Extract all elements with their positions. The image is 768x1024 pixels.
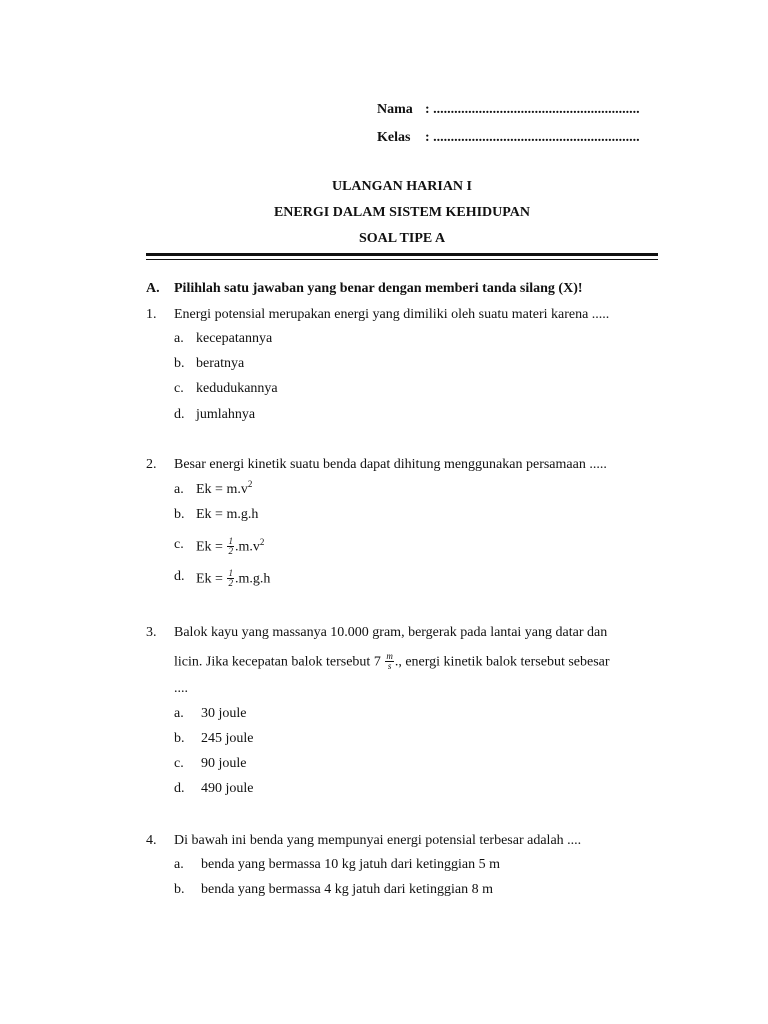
fraction-denominator: s [387, 661, 392, 671]
formula-exponent: 2 [259, 536, 265, 547]
formula-text: Ek = [196, 571, 227, 587]
question-text: Energi potensial merupakan energi yang dimiliki oleh suatu materi karena ..... [174, 307, 610, 322]
option-letter[interactable]: a. [174, 331, 184, 346]
exam-title: ULANGAN HARIAN I [331, 179, 472, 194]
fraction-denominator: 2 [228, 578, 233, 588]
velocity-unit-fraction [385, 652, 394, 671]
fraction [227, 569, 234, 588]
section-instruction: Pilihlah satu jawaban yang benar dengan memberi tanda silang (X)! [174, 281, 583, 296]
formula-text: Ek = m.v [196, 482, 248, 497]
option-letter[interactable]: a. [174, 857, 184, 872]
option-letter[interactable]: d. [174, 569, 185, 584]
option-letter[interactable]: b. [174, 731, 185, 746]
option-formula [196, 479, 253, 497]
formula-text: .m.g.h [234, 571, 271, 587]
option-formula [196, 570, 270, 589]
option-letter[interactable]: a. [174, 706, 184, 721]
option-text: benda yang bermassa 10 kg jatuh dari ketinggian 5 m [201, 857, 500, 872]
question-number: 3. [146, 625, 157, 640]
option-text: kedudukannya [196, 381, 278, 396]
option-text: 30 joule [201, 706, 247, 721]
option-text: 245 joule [201, 731, 254, 746]
nama-label: Nama [377, 102, 413, 117]
question-number: 1. [146, 307, 157, 322]
fraction [227, 537, 234, 556]
question-text: licin. Jika kecepatan balok tersebut 7 [174, 654, 381, 670]
option-letter[interactable]: b. [174, 356, 185, 371]
option-formula [196, 538, 264, 557]
fraction-denominator: 2 [228, 546, 233, 556]
formula-text: Ek = m.g.h [196, 507, 259, 522]
formula-text: .m.v [234, 539, 260, 555]
question-number: 2. [146, 457, 157, 472]
formula-text: Ek = [196, 539, 227, 555]
option-text: beratnya [196, 356, 245, 371]
fraction-numerator: m [386, 651, 393, 661]
option-text: jumlahnya [196, 407, 256, 422]
option-text: benda yang bermassa 4 kg jatuh dari ketinggian 8 m [201, 882, 493, 897]
question-number: 4. [146, 833, 157, 848]
exam-type: SOAL TIPE A [358, 231, 446, 246]
question-text: Besar energi kinetik suatu benda dapat dihitung menggunakan persamaan ..... [174, 457, 607, 472]
option-letter[interactable]: d. [174, 781, 185, 796]
exam-subject: ENERGI DALAM SISTEM KEHIDUPAN [273, 205, 531, 220]
option-letter[interactable]: c. [174, 381, 184, 396]
section-letter: A. [146, 281, 160, 296]
question-text-line2 [174, 653, 610, 672]
title-divider-thin [146, 259, 658, 260]
kelas-fill-line[interactable]: : ........................................................... [425, 130, 640, 145]
question-text: ., energi kinetik balok tersebut sebesar [394, 654, 610, 670]
fraction-numerator: 1 [228, 568, 233, 578]
option-letter[interactable]: a. [174, 482, 184, 497]
formula-exponent: 2 [247, 479, 253, 489]
fraction-numerator: 1 [228, 536, 233, 546]
title-divider-thick [146, 253, 658, 256]
option-text: 490 joule [201, 781, 254, 796]
option-letter[interactable]: c. [174, 537, 184, 552]
option-text: 90 joule [201, 756, 247, 771]
question-text: Di bawah ini benda yang mempunyai energi potensial terbesar adalah .... [174, 833, 582, 848]
option-formula [196, 508, 258, 522]
option-letter[interactable]: c. [174, 756, 184, 771]
question-text: Balok kayu yang massanya 10.000 gram, bergerak pada lantai yang datar dan [174, 625, 608, 640]
option-text: kecepatannya [196, 331, 273, 346]
kelas-label: Kelas [377, 130, 411, 145]
nama-fill-line[interactable]: : ........................................................... [425, 102, 640, 117]
option-letter[interactable]: b. [174, 507, 185, 522]
option-letter[interactable]: b. [174, 882, 185, 897]
option-letter[interactable]: d. [174, 407, 185, 422]
question-text-ellipsis: .... [174, 681, 188, 696]
